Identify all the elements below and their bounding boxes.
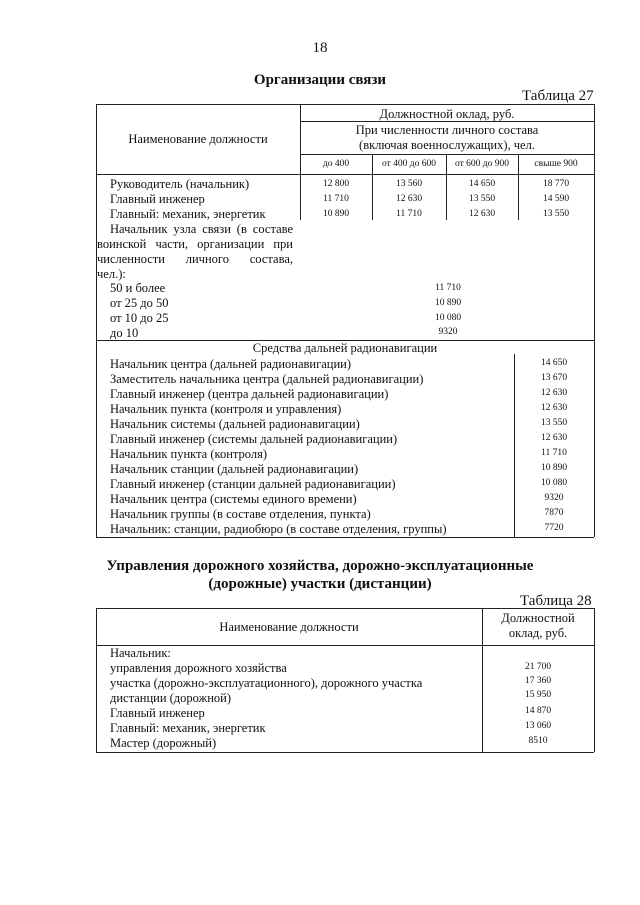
cell-value: 12 630	[540, 403, 568, 413]
row-name: 50 и более	[110, 281, 166, 295]
cell-value: 18 770	[542, 179, 570, 189]
table28-section-title-2: (дорожные) участки (дистанции)	[208, 576, 432, 592]
cell-value: 12 630	[395, 194, 423, 204]
cell-value: 13 060	[524, 721, 552, 731]
row-name: Главный: механик, энергетик	[110, 721, 266, 735]
row-name: Главный инженер	[110, 192, 205, 206]
row-name: управления дорожного хозяйства	[110, 661, 287, 675]
page-number: 18	[312, 40, 328, 56]
row-name: Главный инженер	[110, 706, 205, 720]
row-name: Начальник центра (дальней радионавигации)	[110, 357, 352, 371]
cell-value: 12 630	[540, 433, 568, 443]
table28-label: Таблица 28	[520, 593, 592, 609]
table28-salary-header-1: Должностной	[501, 611, 575, 625]
row-name: Главный: механик, энергетик	[110, 207, 266, 221]
radionav-title: Средства дальней радионавигации	[252, 341, 438, 355]
range-header: от 600 до 900	[455, 159, 509, 169]
cell-value: 7720	[544, 523, 564, 533]
node-head-line: воинской части, организации при	[97, 237, 293, 251]
cell-value: 10 890	[434, 298, 462, 308]
cell-value: 12 800	[322, 179, 350, 189]
row-name: Руководитель (начальник)	[110, 177, 250, 191]
cell-value: 14 590	[542, 194, 570, 204]
row-name: Начальник пункта (контроля и управления)	[110, 402, 342, 416]
cell-value: 12 630	[468, 209, 496, 219]
table28-name-header: Наименование должности	[219, 620, 359, 634]
row-name: до 10	[110, 326, 139, 340]
table27-section-title: Организации связи	[253, 72, 387, 88]
table27-salary-header: Должностной оклад, руб.	[379, 107, 515, 121]
row-name: Главный инженер (центра дальней радионавигации)	[110, 387, 389, 401]
table28-section-title-1: Управления дорожного хозяйства, дорожно-эксплуатационные	[106, 558, 534, 574]
cell-value: 13 550	[468, 194, 496, 204]
row-name: Начальник станции (дальней радионавигации)	[110, 462, 359, 476]
cell-value: 8510	[528, 736, 548, 746]
row-name: дистанции (дорожной)	[110, 691, 232, 705]
cell-value: 10 080	[434, 313, 462, 323]
row-name: Начальник группы (в составе отделения, пункта)	[110, 507, 371, 521]
cell-value: 14 650	[468, 179, 496, 189]
range-header: от 400 до 600	[382, 159, 436, 169]
cell-value: 13 550	[542, 209, 570, 219]
cell-value: 17 360	[524, 676, 552, 686]
table27-size-header-1: При численности личного состава	[355, 123, 539, 137]
row-name: Начальник:	[110, 646, 171, 660]
row-name: Начальник системы (дальней радионавигации)	[110, 417, 360, 431]
cell-value: 14 870	[524, 706, 552, 716]
row-name: от 25 до 50	[110, 296, 169, 310]
row-name: Начальник: станции, радиобюро (в составе отделения, группы)	[110, 522, 447, 536]
cell-value: 11 710	[396, 209, 422, 219]
range-header: до 400	[322, 159, 350, 169]
cell-value: 13 670	[540, 373, 568, 383]
row-name: Заместитель начальника центра (дальней радионавигации)	[110, 372, 424, 386]
row-name: от 10 до 25	[110, 311, 169, 325]
cell-value: 9320	[438, 327, 458, 337]
table28-salary-header-2: оклад, руб.	[508, 626, 568, 640]
table27-size-header-2: (включая военнослужащих), чел.	[359, 138, 535, 152]
row-name: Начальник центра (системы единого времени)	[110, 492, 357, 506]
cell-value: 21 700	[524, 662, 552, 672]
node-head-line: численности личного состава,	[97, 252, 293, 266]
row-name: Мастер (дорожный)	[110, 736, 217, 750]
cell-value: 10 890	[540, 463, 568, 473]
cell-value: 11 710	[541, 448, 567, 458]
table27-name-header: Наименование должности	[128, 132, 268, 146]
cell-value: 12 630	[540, 388, 568, 398]
cell-value: 10 890	[322, 209, 350, 219]
range-header: свыше 900	[534, 159, 578, 169]
cell-value: 14 650	[540, 358, 568, 368]
cell-value: 11 710	[435, 283, 461, 293]
cell-value: 13 550	[540, 418, 568, 428]
cell-value: 11 710	[323, 194, 349, 204]
cell-value: 13 560	[395, 179, 423, 189]
row-name: Главный инженер (системы дальней радионавигации)	[110, 432, 398, 446]
cell-value: 15 950	[524, 690, 552, 700]
table27-label: Таблица 27	[522, 88, 594, 104]
node-head-line: чел.):	[97, 267, 126, 281]
row-name: участка (дорожно-эксплуатационного), дорожного участка	[110, 676, 423, 690]
row-name: Начальник пункта (контроля)	[110, 447, 268, 461]
node-head-line: Начальник узла связи (в составе	[110, 222, 293, 236]
cell-value: 9320	[544, 493, 564, 503]
cell-value: 10 080	[540, 478, 568, 488]
row-name: Главный инженер (станции дальней радионавигации)	[110, 477, 396, 491]
cell-value: 7870	[544, 508, 564, 518]
